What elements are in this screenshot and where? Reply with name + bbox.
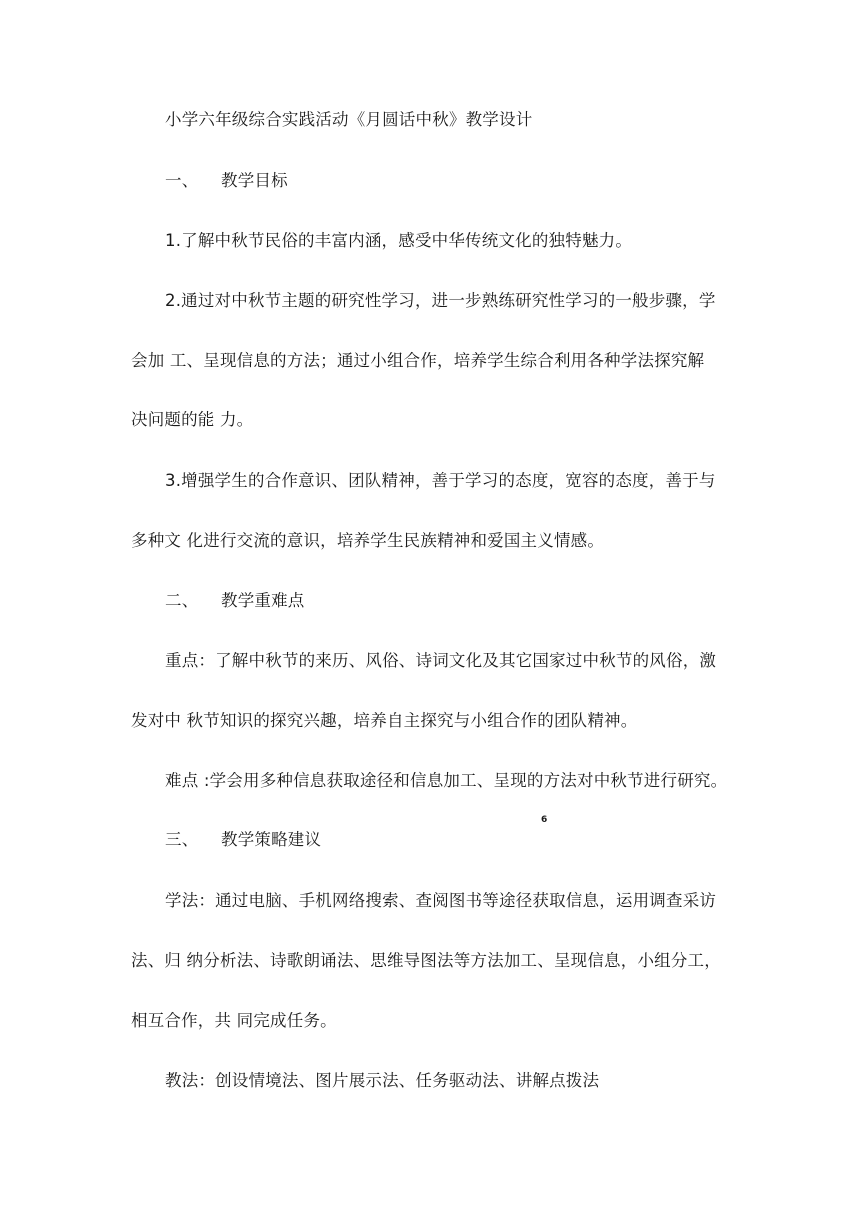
section-number: 三、 bbox=[165, 830, 199, 849]
section-title: 教学重难点 bbox=[221, 591, 305, 610]
teaching-method: 教法：创设情境法、图片展示法、任务驱动法、讲解点拨法 bbox=[165, 1071, 600, 1090]
section-number: 二、 bbox=[165, 591, 199, 610]
difficult-point: 难点 :学会用多种信息获取途径和信息加工、呈现的方法对中秋节进行研究。 bbox=[165, 771, 728, 790]
objective-item-1: 1.了解中秋节民俗的丰富内涵，感受中华传统文化的独特魅力。 bbox=[165, 231, 633, 250]
objective-item-3-line-2: 多种文 化进行交流的意识，培养学生民族精神和爱国主义情感。 bbox=[131, 531, 605, 550]
learning-method-line-3: 相互合作，共 同完成任务。 bbox=[131, 1011, 337, 1030]
objective-item-3-line-1: 3.增强学生的合作意识、团队精神，善于学习的态度，宽容的态度，善于与 bbox=[165, 471, 716, 490]
section-title: 教学目标 bbox=[221, 171, 288, 190]
key-point-line-1: 重点：了解中秋节的来历、风俗、诗词文化及其它国家过中秋节的风俗，激 bbox=[165, 651, 717, 670]
learning-method-line-2: 法、归 纳分析法、诗歌朗诵法、思维导图法等方法加工、呈现信息，小组分工， bbox=[131, 951, 721, 970]
section-heading-key-points bbox=[165, 590, 305, 612]
key-point-line-2: 发对中 秋节知识的探究兴趣，培养自主探究与小组合作的团队精神。 bbox=[131, 711, 638, 730]
learning-method-line-1: 学法：通过电脑、手机网络搜索、查阅图书等途径获取信息，运用调查采访 bbox=[165, 891, 717, 910]
objective-item-2-line-3: 决问题的能 力。 bbox=[131, 410, 254, 429]
objective-item-2-line-1: 2.通过对中秋节主题的研究性学习，进一步熟练研究性学习的一般步骤，学 bbox=[165, 291, 716, 310]
page-marker: 6 bbox=[541, 815, 548, 825]
document-title: 小学六年级综合实践活动《月圆话中秋》教学设计 bbox=[165, 110, 533, 129]
section-title: 教学策略建议 bbox=[221, 830, 322, 849]
section-heading-objectives bbox=[165, 170, 288, 192]
section-heading-strategies bbox=[165, 829, 321, 851]
section-number: 一、 bbox=[165, 171, 199, 190]
objective-item-2-line-2: 会加 工、呈现信息的方法；通过小组合作，培养学生综合利用各种学法探究解 bbox=[131, 351, 705, 370]
